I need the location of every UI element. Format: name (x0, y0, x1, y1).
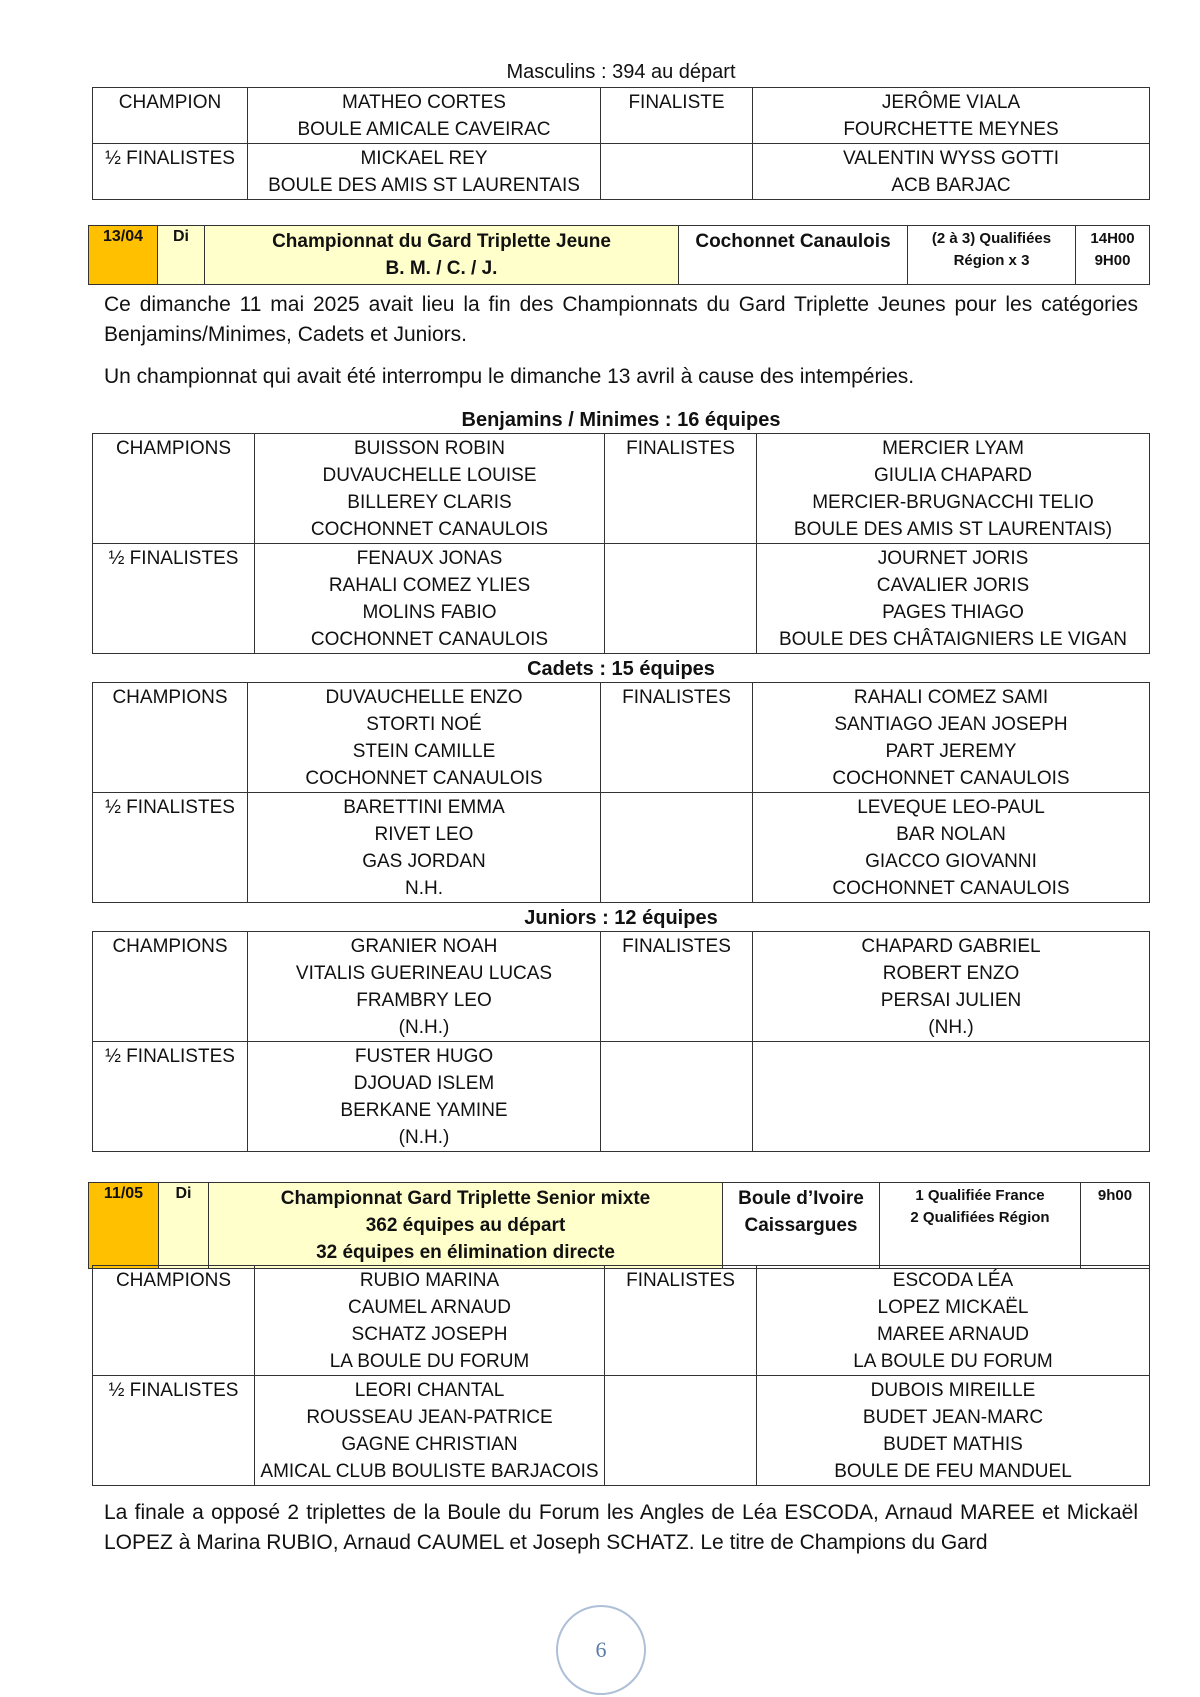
player-name: BOULE DES AMIS ST LAURENTAIS) (793, 519, 1113, 540)
player-name: N.H. (405, 878, 443, 899)
player-name: COCHONNET CANAULOIS (310, 519, 549, 540)
player-name: AMICAL CLUB BOULISTE BARJACOIS (260, 1461, 599, 1482)
masculins-results-table (92, 87, 1150, 200)
role-label: ½ FINALISTES (93, 544, 255, 654)
player-name: ACB BARJAC (891, 175, 1011, 196)
team-right (753, 793, 1150, 903)
result-row (93, 144, 1150, 200)
player-name: SANTIAGO JEAN JOSEPH (834, 714, 1068, 735)
player-name: STEIN CAMILLE (352, 741, 496, 762)
result-row (93, 683, 1150, 793)
benjamins-caption: Benjamins / Minimes : 16 équipes (461, 409, 781, 431)
player-name: MAREE ARNAUD (876, 1324, 1030, 1345)
player-name: LEORI CHANTAL (354, 1380, 505, 1401)
event-qualifications-line: 2 Qualifiées Région (910, 1209, 1050, 1226)
player-name: PART JEREMY (885, 741, 1017, 762)
event-times-line: 9h00 (1097, 1187, 1133, 1204)
player-name: BARETTINI EMMA (343, 797, 505, 818)
masculins-caption: Masculins : 394 au départ (506, 61, 736, 83)
role-label: ½ FINALISTES (93, 793, 248, 903)
player-name: LA BOULE DU FORUM (329, 1351, 530, 1372)
opponent-role-label (605, 1376, 757, 1486)
player-name: LOPEZ MICKAËL (877, 1297, 1029, 1318)
event-times-line: 9H00 (1094, 252, 1131, 269)
intro-paragraph-2: Un championnat qui avait été interrompu le dimanche 13 avril à cause des intempéries. (104, 365, 915, 388)
team-left (248, 683, 601, 793)
opponent-role-label (601, 1042, 753, 1152)
player-name: SCHATZ JOSEPH (351, 1324, 508, 1345)
team-right (757, 434, 1150, 544)
event-qualifications (908, 226, 1076, 285)
player-name: ROBERT ENZO (882, 963, 1020, 984)
cadets-results-table (92, 682, 1150, 903)
team-right (757, 1266, 1150, 1376)
player-name: FENAUX JONAS (356, 548, 503, 569)
result-row (93, 1266, 1150, 1376)
team-right (753, 88, 1150, 144)
event-day: Di (159, 1183, 209, 1269)
team-left (248, 88, 601, 144)
role-label: CHAMPION (93, 88, 248, 144)
player-name: BOULE DES CHÂTAIGNIERS LE VIGAN (778, 629, 1128, 650)
team-left (255, 1266, 605, 1376)
player-name: COCHONNET CANAULOIS (832, 878, 1070, 899)
result-row (93, 1042, 1150, 1152)
intro-paragraph-1: Ce dimanche 11 mai 2025 avait lieu la fin des Championnats du Gard Triplette Jeunes pour les catégories Benjamins/Minimes, Cadets et Juniors. (104, 293, 1138, 346)
player-name: GAGNE CHRISTIAN (341, 1434, 518, 1455)
role-label: ½ FINALISTES (93, 1042, 248, 1152)
opponent-role-label: FINALISTES (601, 932, 753, 1042)
event-host-club (679, 226, 908, 285)
team-left (248, 1042, 601, 1152)
event-times (1076, 226, 1150, 285)
result-row (93, 1376, 1150, 1486)
event-13-04-header (88, 225, 1150, 285)
juniors-results-table (92, 931, 1150, 1152)
player-name: COCHONNET CANAULOIS (305, 768, 543, 789)
team-left (248, 932, 601, 1042)
role-label: CHAMPIONS (93, 434, 255, 544)
player-name: (N.H.) (398, 1017, 450, 1038)
player-name: BUDET JEAN-MARC (862, 1407, 1044, 1428)
player-name: BOULE DES AMIS ST LAURENTAIS (268, 175, 580, 196)
opponent-role-label: FINALISTES (601, 683, 753, 793)
event-day: Di (158, 226, 205, 285)
player-name: VITALIS GUERINEAU LUCAS (295, 963, 553, 984)
team-left (248, 793, 601, 903)
event-title (205, 226, 679, 285)
player-name: RUBIO MARINA (359, 1270, 500, 1291)
player-name: FRAMBRY LEO (356, 990, 492, 1011)
player-name: MOLINS FABIO (362, 602, 497, 623)
team-right (753, 932, 1150, 1042)
event-title-line: 32 équipes en élimination directe (316, 1242, 615, 1263)
event-qualifications-line: (2 à 3) Qualifiées (931, 230, 1052, 247)
player-name: (NH.) (928, 1017, 974, 1038)
player-name: COCHONNET CANAULOIS (832, 768, 1070, 789)
event-host-club-line: Boule d’Ivoire (738, 1188, 864, 1209)
opponent-role-label (601, 793, 753, 903)
opponent-role-label: FINALISTES (605, 1266, 757, 1376)
player-name: GRANIER NOAH (350, 936, 498, 957)
senior-mixte-results-table (92, 1265, 1150, 1486)
player-name: BOULE DE FEU MANDUEL (834, 1461, 1072, 1482)
player-name: BUDET MATHIS (883, 1434, 1023, 1455)
player-name: ESCODA LÉA (892, 1270, 1014, 1291)
opponent-role-label: FINALISTES (605, 434, 757, 544)
player-name: BAR NOLAN (896, 824, 1006, 845)
player-name: GIULIA CHAPARD (873, 465, 1033, 486)
event-title-line: B. M. / C. / J. (385, 258, 498, 279)
event-host-club-line: Caissargues (744, 1215, 858, 1236)
event-host-club-line: Cochonnet Canaulois (695, 231, 891, 252)
player-name: CHAPARD GABRIEL (861, 936, 1041, 957)
player-name: CAUMEL ARNAUD (348, 1297, 511, 1318)
opponent-role-label: FINALISTE (601, 88, 753, 144)
team-right (757, 1376, 1150, 1486)
player-name: FOURCHETTE MEYNES (843, 119, 1059, 140)
player-name: RAHALI COMEZ SAMI (853, 687, 1049, 708)
role-label: CHAMPIONS (93, 1266, 255, 1376)
player-name: DUVAUCHELLE ENZO (325, 687, 523, 708)
player-name: BOULE AMICALE CAVEIRAC (297, 119, 551, 140)
event-host-club (723, 1183, 880, 1269)
player-name: CAVALIER JORIS (876, 575, 1030, 596)
player-name: BILLEREY CLARIS (347, 492, 512, 513)
event-title (209, 1183, 723, 1269)
result-row (93, 88, 1150, 144)
benjamins-results-table (92, 433, 1150, 654)
player-name: GAS JORDAN (362, 851, 486, 872)
player-name: DUBOIS MIREILLE (870, 1380, 1036, 1401)
role-label: CHAMPIONS (93, 932, 248, 1042)
result-row (93, 434, 1150, 544)
team-right (753, 144, 1150, 200)
player-name: ROUSSEAU JEAN-PATRICE (306, 1407, 553, 1428)
team-right (753, 1042, 1150, 1152)
team-left (255, 434, 605, 544)
player-name: DUVAUCHELLE LOUISE (322, 465, 537, 486)
opponent-role-label (601, 144, 753, 200)
result-row (93, 793, 1150, 903)
event-times-line: 14H00 (1090, 230, 1135, 247)
event-date: 11/05 (89, 1183, 159, 1269)
event-title-line: 362 équipes au départ (365, 1215, 566, 1236)
player-name: MERCIER-BRUGNACCHI TELIO (812, 492, 1094, 513)
result-row (93, 932, 1150, 1042)
role-label: ½ FINALISTES (93, 1376, 255, 1486)
team-left (248, 144, 601, 200)
event-qualifications-line: 1 Qualifiée France (915, 1187, 1045, 1204)
cadets-caption: Cadets : 15 équipes (527, 658, 715, 680)
team-left (255, 544, 605, 654)
player-name: VALENTIN WYSS GOTTI (842, 148, 1060, 169)
player-name: PAGES THIAGO (882, 602, 1024, 623)
page-number: 6 (556, 1605, 646, 1695)
event-qualifications (880, 1183, 1081, 1269)
event-date: 13/04 (89, 226, 158, 285)
team-left (255, 1376, 605, 1486)
result-row (93, 544, 1150, 654)
team-right (753, 683, 1150, 793)
player-name: PERSAI JULIEN (880, 990, 1022, 1011)
role-label: CHAMPIONS (93, 683, 248, 793)
player-name: STORTI NOÉ (366, 714, 482, 735)
event-title-line: Championnat Gard Triplette Senior mixte (280, 1188, 651, 1209)
player-name: LEVEQUE LEO-PAUL (857, 797, 1045, 818)
event-title-line: Championnat du Gard Triplette Jeune (272, 231, 611, 252)
player-name: JERÔME VIALA (881, 92, 1021, 113)
player-name: JOURNET JORIS (877, 548, 1029, 569)
player-name: DJOUAD ISLEM (353, 1073, 495, 1094)
player-name: BERKANE YAMINE (340, 1100, 508, 1121)
player-name: MATHEO CORTES (342, 92, 506, 113)
event-qualifications-line: Région x 3 (953, 252, 1030, 269)
player-name: RIVET LEO (374, 824, 474, 845)
juniors-caption: Juniors : 12 équipes (524, 907, 718, 929)
player-name: MERCIER LYAM (882, 438, 1024, 459)
team-right (757, 544, 1150, 654)
player-name: COCHONNET CANAULOIS (310, 629, 549, 650)
player-name: RAHALI COMEZ YLIES (328, 575, 531, 596)
player-name: LA BOULE DU FORUM (853, 1351, 1053, 1372)
player-name: FUSTER HUGO (354, 1046, 494, 1067)
player-name: GIACCO GIOVANNI (865, 851, 1037, 872)
event-11-05-header (88, 1182, 1150, 1269)
final-paragraph: La finale a opposé 2 triplettes de la Boule du Forum les Angles de Léa ESCODA, Arnaud MAREE et Mickaël LOPEZ à Marina RUBIO, Arnaud CAUMEL et Joseph SCHATZ. Le titre de Champions du Gard (104, 1501, 1138, 1554)
event-times (1081, 1183, 1150, 1269)
player-name: BUISSON ROBIN (354, 438, 505, 459)
role-label: ½ FINALISTES (93, 144, 248, 200)
player-name: MICKAEL REY (360, 148, 488, 169)
player-name: (N.H.) (398, 1127, 450, 1148)
opponent-role-label (605, 544, 757, 654)
